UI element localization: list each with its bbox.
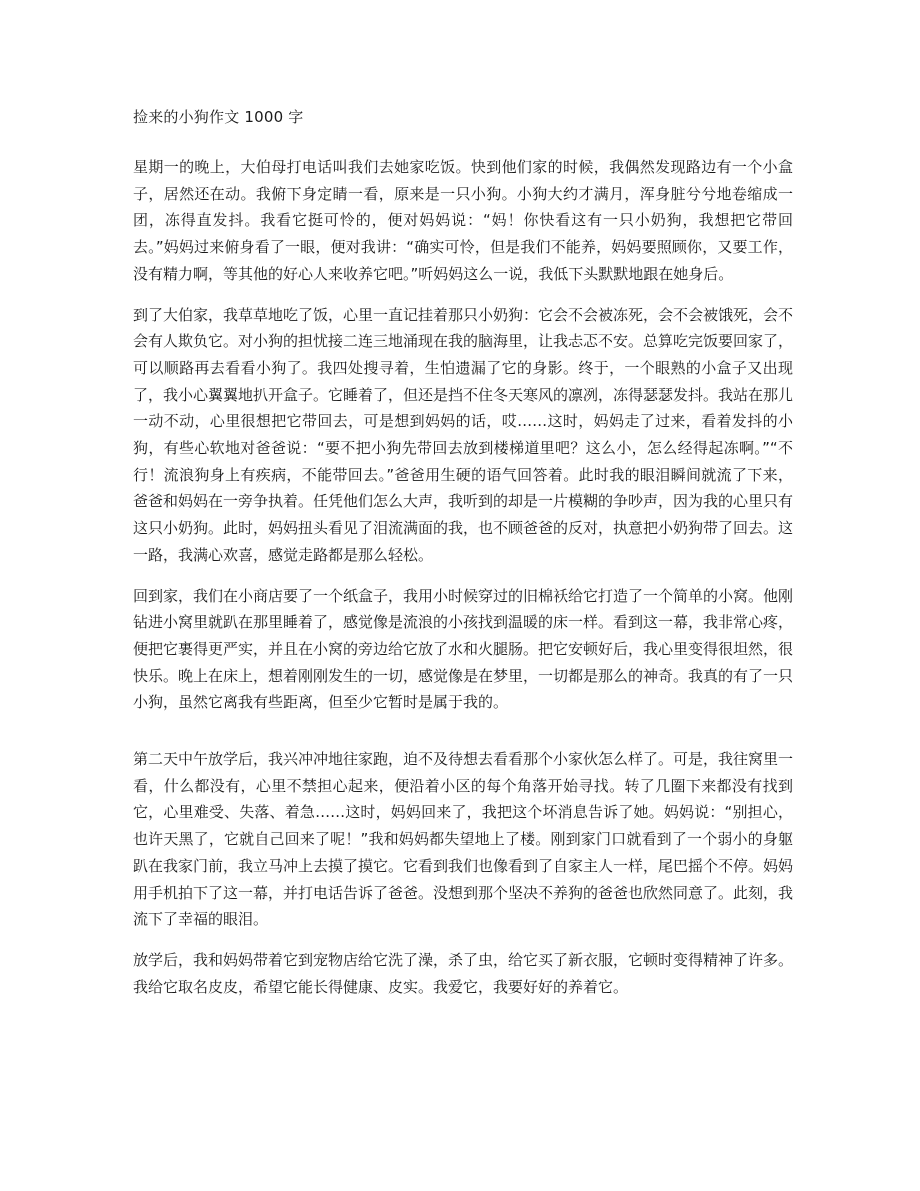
paragraph-next-day: 第二天中午放学后，我兴冲冲地往家跑，迫不及待想去看看那个小家伙怎么样了。可是，我往窝里一看，什么都没有，心里不禁担心起来，便沿着小区的每个角落开始寻找。转了几圈下来都没有找到它，心里难受、失落、着急……这时，妈妈回来了，我把这个坏消息告诉了她。妈妈说：“别担心，也许天黑了，它就自己回来了呢！”我和妈妈都失望地上了楼。刚到家门口就看到了一个弱小的身躯趴在我家门前，我立马冲上去摸了摸它。它看到我们也像看到了自家主人一样，尾巴摇个不停。妈妈用手机拍下了这一幕，并打电话告诉了爸爸。没想到那个坚决不养狗的爸爸也欣然同意了。此刻，我流下了幸福的眼泪。 (133, 750, 794, 929)
document-page (133, 104, 793, 1014)
paragraph-pet-shop: 放学后，我和妈妈带着它到宠物店给它洗了澡，杀了虫，给它买了新衣服，它顿时变得精神了许多。我给它取名皮皮，希望它能长得健康、皮实。我爱它，我要好好的养着它。 (133, 950, 794, 996)
paragraph-bring-home: 到了大伯家，我草草地吃了饭，心里一直记挂着那只小奶狗：它会不会被冻死，会不会被饿死，会不会有人欺负它。对小狗的担忧接二连三地涌现在我的脑海里，让我忐忑不安。总算吃完饭要回家了，可以顺路再去看看小狗了。我四处搜寻着，生怕遗漏了它的身影。终于，一个眼熟的小盒子又出现了，我小心翼翼地扒开盒子。它睡着了，但还是挡不住冬天寒风的凛冽，冻得瑟瑟发抖。我站在那儿一动不动，心里很想把它带回去，可是想到妈妈的话，哎……这时，妈妈走了过来，看着发抖的小狗，有些心软地对爸爸说：“要不把小狗先带回去放到楼梯道里吧？这么小，怎么经得起冻啊。”“不行！流浪狗身上有疾病，不能带回去。”爸爸用生硬的语气回答着。此时我的眼泪瞬间就流了下来，爸爸和妈妈在一旁争执着。任凭他们怎么大声，我听到的却是一片模糊的争吵声，因为我的心里只有这只小奶狗。此时，妈妈扭头看见了泪流满面的我，也不顾爸爸的反对，执意把小奶狗带了回去。这一路，我满心欢喜，感觉走路都是那么轻松。 (133, 305, 794, 564)
paragraph-new-bed: 回到家，我们在小商店要了一个纸盒子，我用小时候穿过的旧棉袄给它打造了一个简单的小窝。他刚钻进小窝里就趴在那里睡着了，感觉像是流浪的小孩找到温暖的床一样。看到这一幕，我非常心疼，便把它裹得更严实，并且在小窝的旁边给它放了水和火腿肠。把它安顿好后，我心里变得很坦然，很快乐。晚上在床上，想着刚刚发生的一切，感觉像是在梦里，一切都是那么的神奇。我真的有了一只小狗，虽然它离我有些距离，但至少它暂时是属于我的。 (133, 586, 794, 712)
document-title: 捡来的小狗作文 1000 字 (133, 108, 304, 126)
paragraph-found-puppy: 星期一的晚上，大伯母打电话叫我们去她家吃饭。快到他们家的时候，我偶然发现路边有一个小盒子，居然还在动。我俯下身定睛一看，原来是一只小狗。小狗大约才满月，浑身脏兮兮地卷缩成一团，冻得直发抖。我看它挺可怜的，便对妈妈说：“妈！你快看这有一只小奶狗，我想把它带回去。”妈妈过来俯身看了一眼，便对我讲：“确实可怜，但是我们不能养，妈妈要照顾你，又要工作，没有精力啊，等其他的好心人来收养它吧。”听妈妈这么一说，我低下头默默地跟在她身后。 (133, 158, 793, 283)
